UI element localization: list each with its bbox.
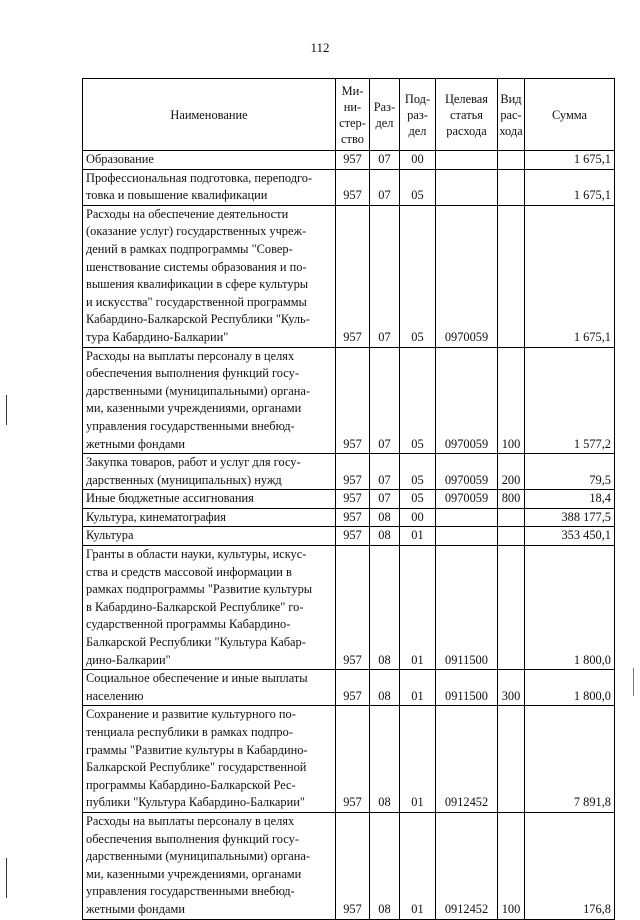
row-name-cell: Культура, кинематография [83, 508, 336, 527]
row-section-cell: 07 [370, 205, 400, 347]
row-target-cell [436, 151, 498, 170]
row-amount-cell: 1 675,1 [525, 151, 615, 170]
row-type-cell [498, 527, 525, 546]
scan-edge-mark [6, 395, 7, 425]
row-amount-cell: 1 800,0 [525, 670, 615, 706]
row-target-cell: 0970059 [436, 347, 498, 454]
row-amount-cell: 1 675,1 [525, 169, 615, 205]
row-type-cell: 200 [498, 454, 525, 490]
row-amount-cell: 388 177,5 [525, 508, 615, 527]
row-section-cell: 08 [370, 812, 400, 919]
table-header-row [83, 79, 615, 151]
row-target-cell: 0970059 [436, 454, 498, 490]
table-body [83, 151, 615, 920]
row-subsection-cell: 05 [400, 454, 436, 490]
row-subsection-cell: 05 [400, 169, 436, 205]
row-type-cell [498, 546, 525, 670]
header-expense-type: Вид рас- хода [498, 79, 525, 151]
row-ministry-cell: 957 [336, 670, 370, 706]
row-ministry-cell: 957 [336, 812, 370, 919]
table-row [83, 169, 615, 205]
row-section-cell: 08 [370, 508, 400, 527]
row-section-cell: 08 [370, 527, 400, 546]
row-amount-cell: 176,8 [525, 812, 615, 919]
table-row [83, 527, 615, 546]
table-row [83, 706, 615, 813]
row-type-cell [498, 706, 525, 813]
row-ministry-cell: 957 [336, 546, 370, 670]
row-type-cell: 300 [498, 670, 525, 706]
row-name-cell: Расходы на выплаты персоналу в целях обеспечения выполнения функций госу- дарственными (муниципальными) органа- ми, казенными учреждениями, органами управления государственными внебюд- жетными фондами [83, 347, 336, 454]
table-row [83, 546, 615, 670]
header-subsection: Под- раз- дел [400, 79, 436, 151]
row-name-cell: Культура [83, 527, 336, 546]
table-row [83, 490, 615, 509]
budget-table [82, 78, 615, 920]
row-amount-cell: 79,5 [525, 454, 615, 490]
row-subsection-cell: 01 [400, 527, 436, 546]
row-type-cell [498, 205, 525, 347]
row-subsection-cell: 01 [400, 812, 436, 919]
row-target-cell: 0912452 [436, 706, 498, 813]
row-ministry-cell: 957 [336, 527, 370, 546]
row-amount-cell: 1 675,1 [525, 205, 615, 347]
row-ministry-cell: 957 [336, 205, 370, 347]
header-name: Наименование [83, 79, 336, 151]
row-subsection-cell: 01 [400, 546, 436, 670]
row-target-cell: 0912452 [436, 812, 498, 919]
header-ministry: Ми- ни- стер- ство [336, 79, 370, 151]
header-section: Раз- дел [370, 79, 400, 151]
row-amount-cell: 18,4 [525, 490, 615, 509]
row-amount-cell: 353 450,1 [525, 527, 615, 546]
row-target-cell: 0970059 [436, 205, 498, 347]
row-subsection-cell: 05 [400, 205, 436, 347]
row-subsection-cell: 00 [400, 508, 436, 527]
row-section-cell: 08 [370, 670, 400, 706]
row-target-cell [436, 508, 498, 527]
row-name-cell: Профессиональная подготовка, переподго- товка и повышение квалификации [83, 169, 336, 205]
table-row [83, 508, 615, 527]
row-type-cell: 100 [498, 347, 525, 454]
row-ministry-cell: 957 [336, 151, 370, 170]
row-ministry-cell: 957 [336, 454, 370, 490]
row-name-cell: Иные бюджетные ассигнования [83, 490, 336, 509]
table-row [83, 347, 615, 454]
row-amount-cell: 1 577,2 [525, 347, 615, 454]
row-section-cell: 07 [370, 151, 400, 170]
row-subsection-cell: 01 [400, 670, 436, 706]
header-target: Целевая статья расхода [436, 79, 498, 151]
row-amount-cell: 7 891,8 [525, 706, 615, 813]
row-section-cell: 07 [370, 347, 400, 454]
scan-edge-mark [6, 858, 7, 898]
row-target-cell: 0911500 [436, 546, 498, 670]
row-section-cell: 08 [370, 546, 400, 670]
row-name-cell: Социальное обеспечение и иные выплаты населению [83, 670, 336, 706]
row-subsection-cell: 05 [400, 347, 436, 454]
row-ministry-cell: 957 [336, 347, 370, 454]
row-section-cell: 07 [370, 454, 400, 490]
row-name-cell: Расходы на выплаты персоналу в целях обеспечения выполнения функций госу- дарственными (муниципальными) органа- ми, казенными учреждениями, органами управления государственными внебюд- жетными фондами [83, 812, 336, 919]
row-subsection-cell: 00 [400, 151, 436, 170]
row-type-cell: 100 [498, 812, 525, 919]
row-type-cell [498, 169, 525, 205]
table-row [83, 670, 615, 706]
row-name-cell: Сохранение и развитие культурного по- тенциала республики в рамках подпро- граммы "Развитие культуры в Кабардино- Балкарской Республике" государственной программы Кабардино-Балкарской Рес- публики "Культура Кабардино-Балкарии" [83, 706, 336, 813]
table-row [83, 812, 615, 919]
table-row [83, 205, 615, 347]
row-subsection-cell: 05 [400, 490, 436, 509]
row-type-cell [498, 508, 525, 527]
row-amount-cell: 1 800,0 [525, 546, 615, 670]
row-ministry-cell: 957 [336, 706, 370, 813]
row-type-cell [498, 151, 525, 170]
row-section-cell: 08 [370, 706, 400, 813]
row-target-cell: 0911500 [436, 670, 498, 706]
row-section-cell: 07 [370, 169, 400, 205]
header-amount: Сумма [525, 79, 615, 151]
row-target-cell [436, 527, 498, 546]
row-ministry-cell: 957 [336, 169, 370, 205]
scan-edge-mark [633, 668, 634, 696]
row-name-cell: Закупка товаров, работ и услуг для госу- дарственных (муниципальных) нужд [83, 454, 336, 490]
row-ministry-cell: 957 [336, 508, 370, 527]
table-row [83, 454, 615, 490]
table-row [83, 151, 615, 170]
page-number: 112 [310, 40, 330, 55]
row-name-cell: Образование [83, 151, 336, 170]
row-type-cell: 800 [498, 490, 525, 509]
row-target-cell [436, 169, 498, 205]
row-name-cell: Гранты в области науки, культуры, искус- ства и средств массовой информации в рамках подпрограммы "Развитие культуры в Кабардино-Балкарской Республике" го- сударственной программы Кабардино- Балкарской Республики "Культура Кабар- дино-Балкарии" [83, 546, 336, 670]
row-name-cell: Расходы на обеспечение деятельности (оказание услуг) государственных учреж- дений в рамках подпрограммы "Совер- шенствование системы образования и по- вышения квалификации в сфере культуры и искусства" государственной программы Кабардино-Балкарской Республики "Куль- тура Кабардино-Балкарии" [83, 205, 336, 347]
row-section-cell: 07 [370, 490, 400, 509]
row-ministry-cell: 957 [336, 490, 370, 509]
row-target-cell: 0970059 [436, 490, 498, 509]
row-subsection-cell: 01 [400, 706, 436, 813]
